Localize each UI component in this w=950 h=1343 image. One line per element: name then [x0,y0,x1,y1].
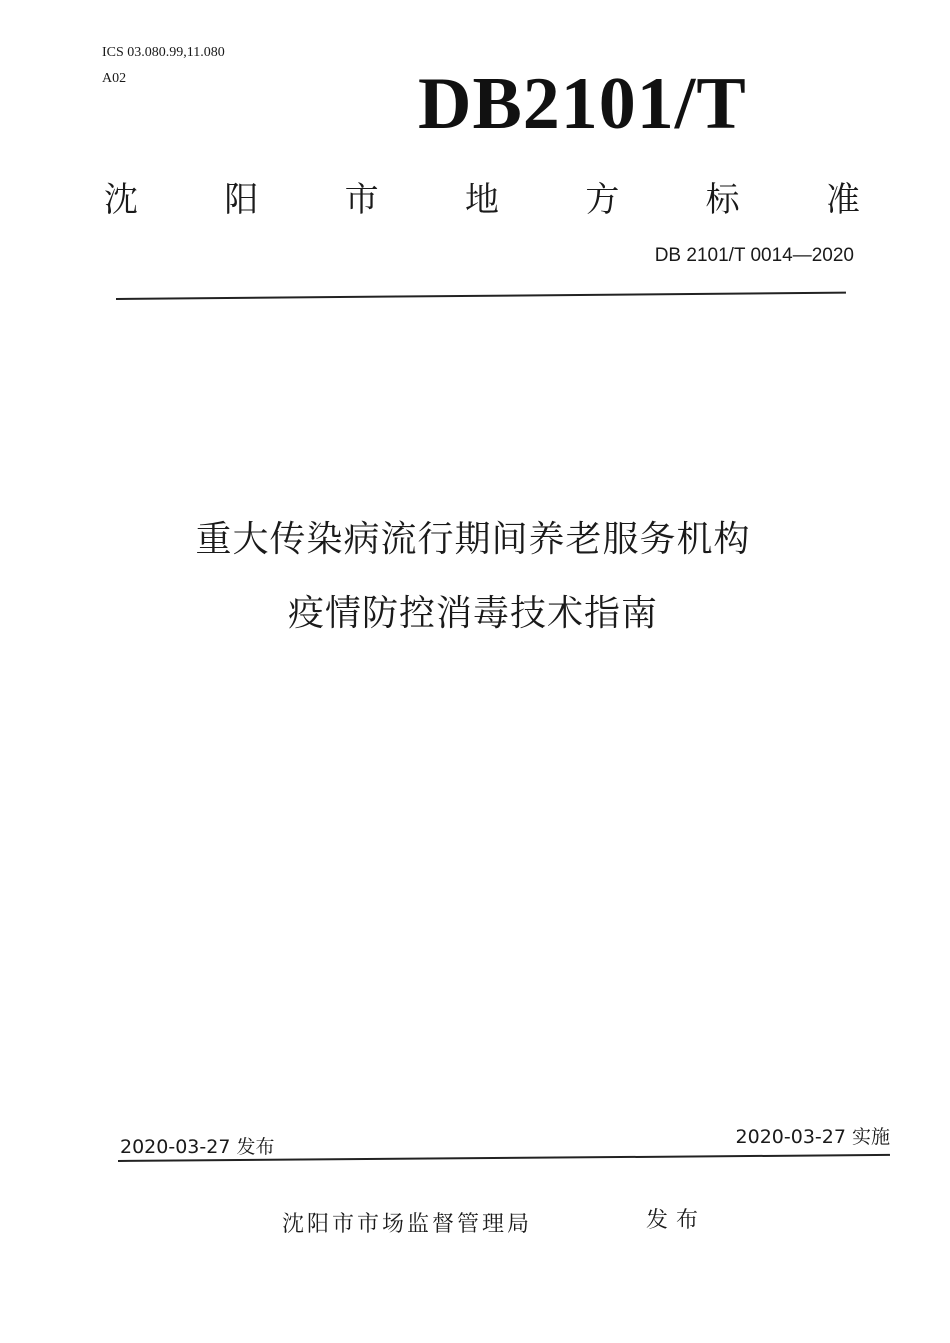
standard-type-char: 准 [825,180,860,220]
standard-type [104,178,860,222]
category-code: A02 [102,71,127,86]
header-divider [116,292,846,300]
standard-logo: DB2101/T [418,63,747,145]
implement-date: 2020-03-27 实施 [735,1126,890,1148]
issue-label: 发布 [646,1208,707,1233]
standard-type-char: 标 [705,180,740,220]
ics-code: ICS 03.080.99,11.080 [102,45,225,60]
publisher-name: 沈阳市市场监督管理局 [282,1212,533,1237]
standard-type-char: 沈 [104,180,138,220]
standard-number: DB 2101/T 0014—2020 [654,245,854,266]
standard-type-char: 市 [344,180,379,220]
document-title-line-2: 疫情防控消毒技术指南 [287,593,658,634]
standard-type-char: 地 [464,180,499,220]
standard-type-char: 方 [585,180,620,220]
standard-type-char: 阳 [224,180,259,220]
document-title-line-1: 重大传染病流行期间养老服务机构 [195,519,751,560]
publish-date: 2020-03-27 发布 [120,1136,275,1158]
